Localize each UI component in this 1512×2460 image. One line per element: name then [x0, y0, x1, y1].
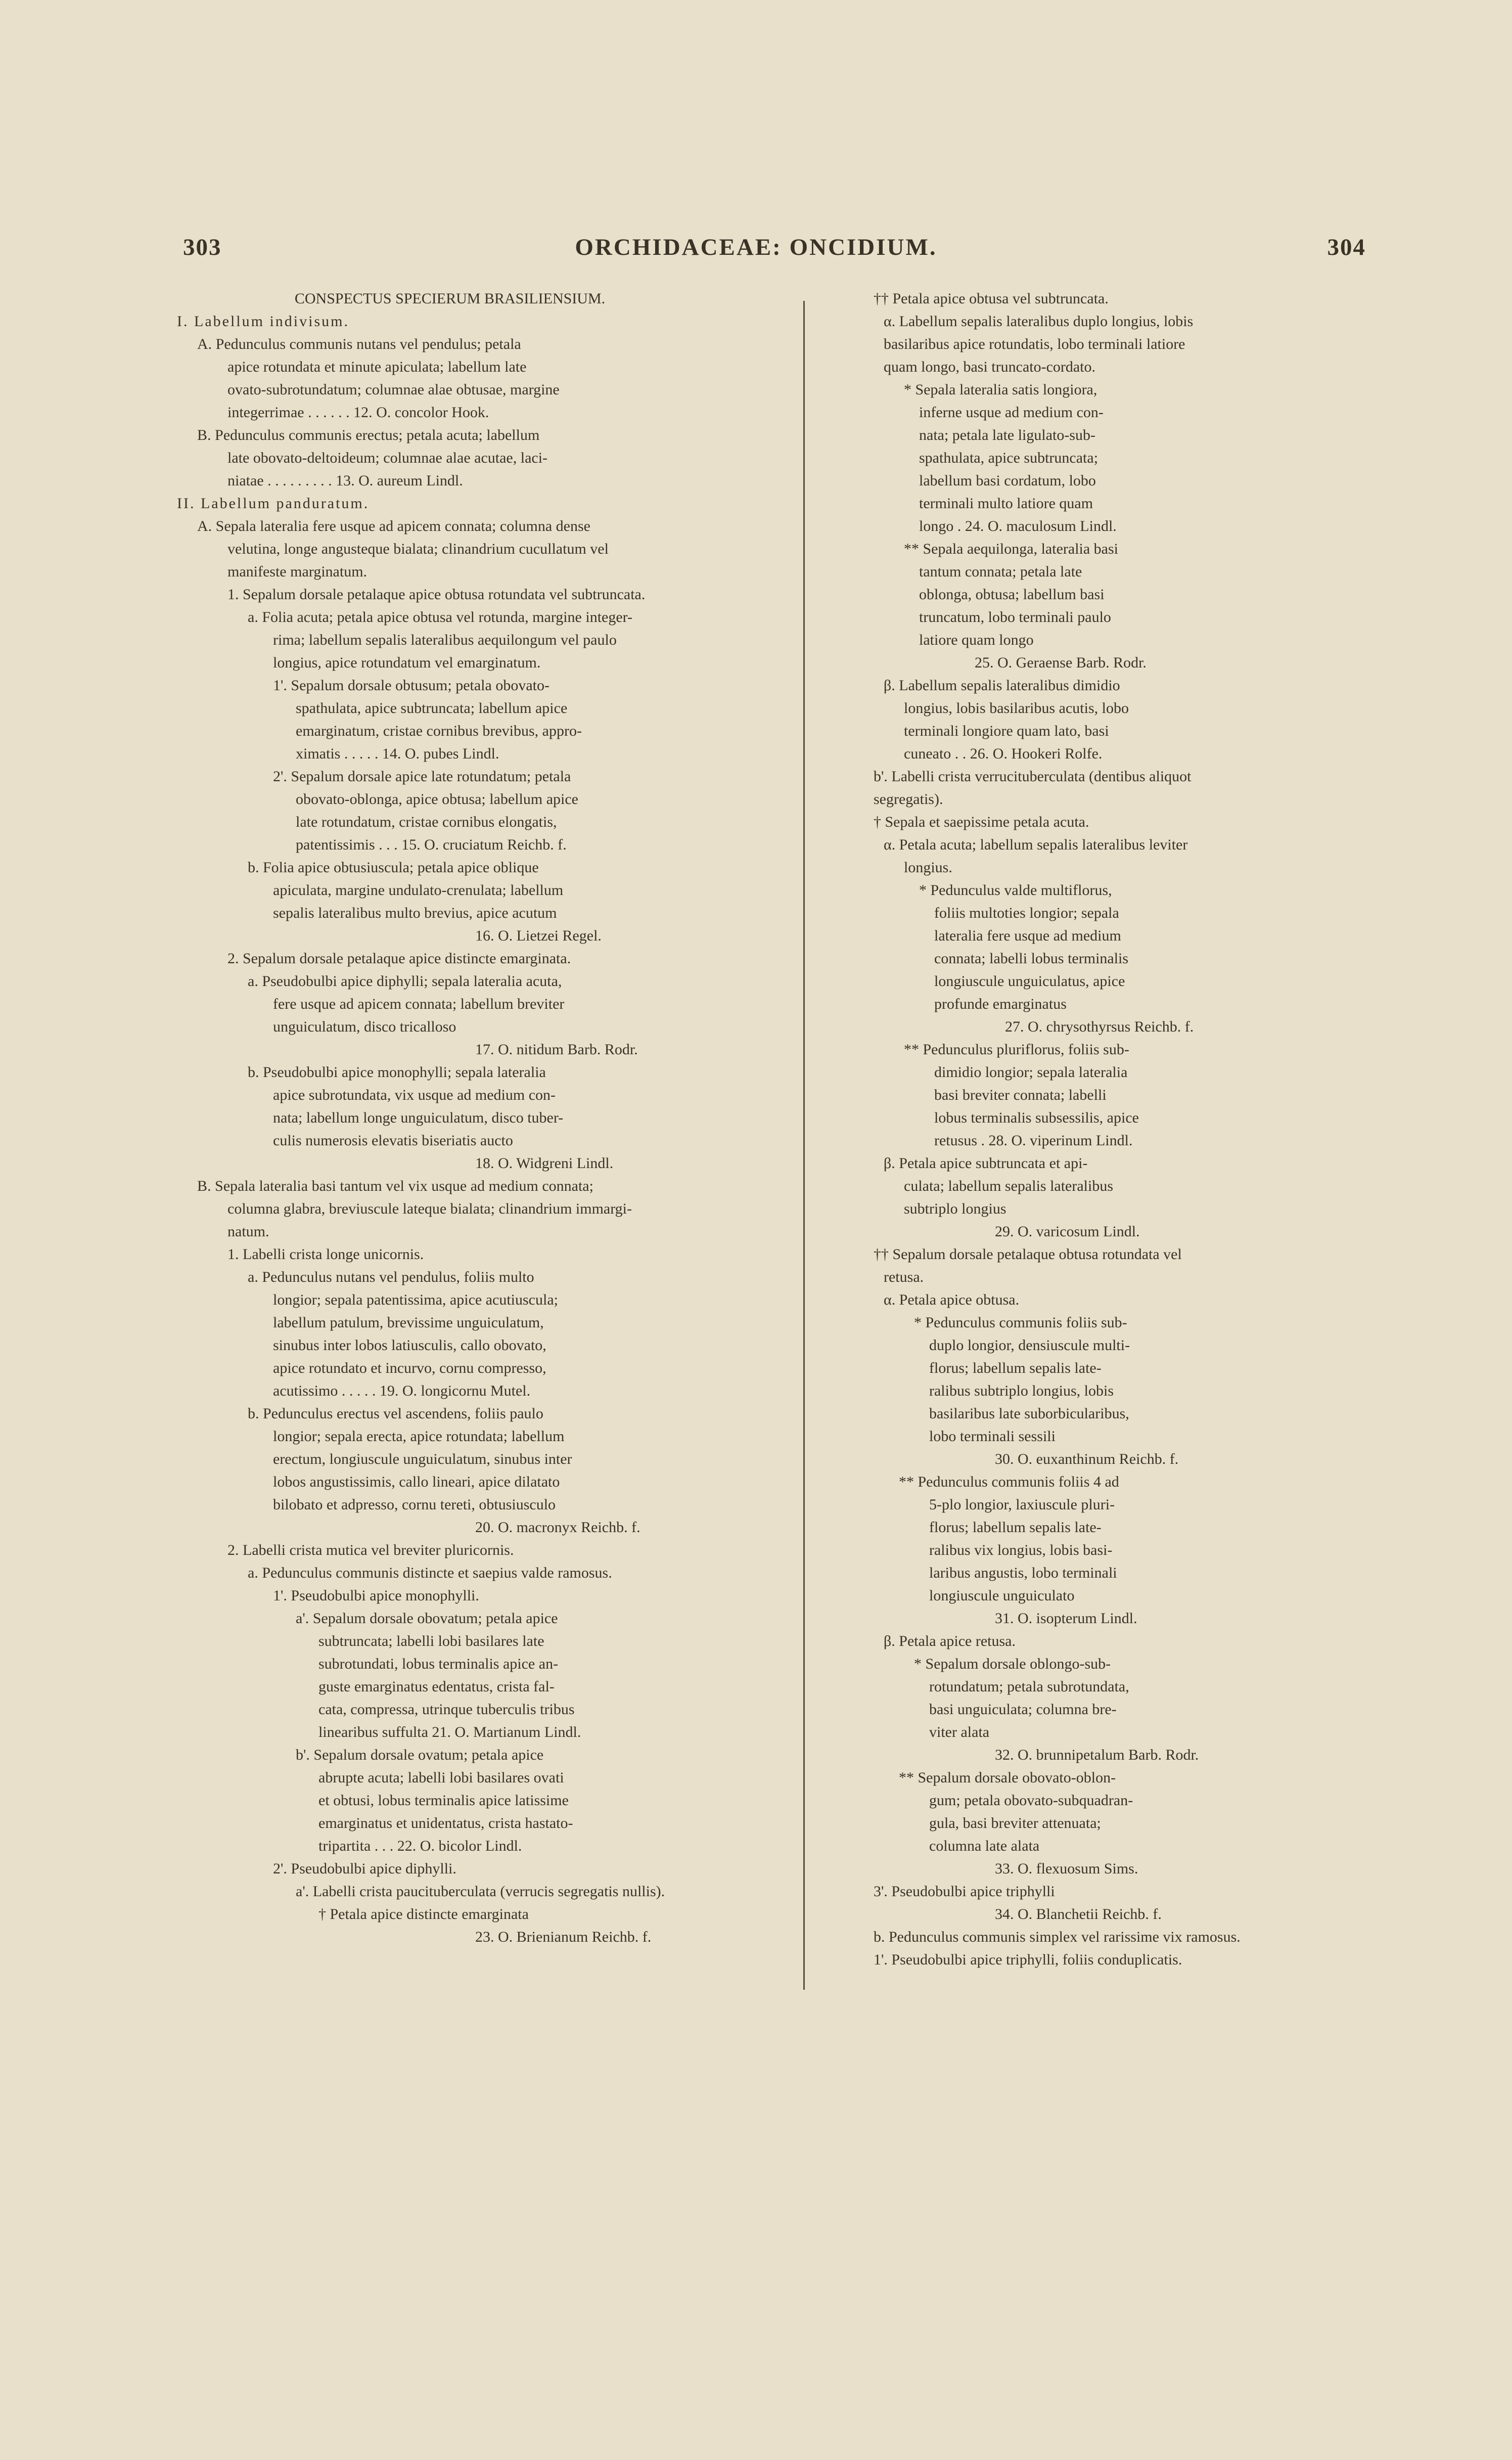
text-line: 1'. Pseudobulbi apice monophylli. [273, 1587, 479, 1604]
text-line: a'. Labelli crista paucituberculata (verrucis segregatis nullis). [296, 1883, 665, 1900]
text-line: 1. Sepalum dorsale petalaque apice obtusa rotundata vel subtruncata. [227, 586, 646, 603]
text-line: 30. O. euxanthinum Reichb. f. [995, 1451, 1179, 1467]
text-line: florus; labellum sepalis late- [929, 1360, 1102, 1376]
text-line: B. Sepala lateralia basi tantum vel vix usque ad medium connata; [197, 1178, 593, 1194]
text-line: β. Labellum sepalis lateralibus dimidio [884, 677, 1120, 694]
text-line: spathulata, apice subtruncata; labellum apice [296, 700, 568, 717]
text-line: apiculata, margine undulato-crenulata; labellum [273, 882, 564, 899]
text-line: retusus . 28. O. viperinum Lindl. [934, 1132, 1133, 1149]
text-line: longiuscule unguiculatus, apice [934, 973, 1125, 990]
text-line: ximatis . . . . . 14. O. pubes Lindl. [296, 745, 499, 762]
text-line: ovato-subrotundatum; columnae alae obtusae, margine [227, 381, 560, 398]
text-line: viter alata [929, 1724, 990, 1740]
text-line: foliis multoties longior; sepala [934, 905, 1119, 921]
text-line: 3'. Pseudobulbi apice triphylli [874, 1883, 1055, 1900]
text-line: ** Sepalum dorsale obovato-oblon- [899, 1769, 1116, 1786]
text-line: β. Petala apice retusa. [884, 1633, 1016, 1649]
text-line: CONSPECTUS SPECIERUM BRASILIENSIUM. [294, 290, 606, 307]
text-line: emarginatus et unidentatus, crista hastato- [318, 1815, 573, 1831]
text-line: subtruncata; labelli lobi basilares late [318, 1633, 544, 1649]
column-divider [803, 301, 805, 1990]
text-line: 25. O. Geraense Barb. Rodr. [975, 654, 1147, 671]
text-line: latiore quam longo [919, 632, 1034, 648]
text-line: 1. Labelli crista longe unicornis. [227, 1246, 424, 1263]
text-line: cata, compressa, utrinque tuberculis tribus [318, 1701, 575, 1718]
page-number-right: 304 [1327, 234, 1366, 260]
text-line: dimidio longior; sepala lateralia [934, 1064, 1128, 1081]
text-line: duplo longior, densiuscule multi- [929, 1337, 1130, 1354]
text-line: ralibus vix longius, lobis basi- [929, 1542, 1113, 1558]
text-line: †† Petala apice obtusa vel subtruncata. [874, 290, 1109, 307]
text-line: longior; sepala erecta, apice rotundata; labellum [273, 1428, 565, 1445]
text-line: rima; labellum sepalis lateralibus aequilongum vel paulo [273, 632, 617, 648]
text-line: cuneato . . 26. O. Hookeri Rolfe. [904, 745, 1103, 762]
text-line: rotundatum; petala subrotundata, [929, 1678, 1129, 1695]
text-line: spathulata, apice subtruncata; [919, 450, 1098, 466]
text-line: culis numerosis elevatis biseriatis aucto [273, 1132, 513, 1149]
text-line: 20. O. macronyx Reichb. f. [475, 1519, 640, 1536]
text-line: β. Petala apice subtruncata et api- [884, 1155, 1088, 1172]
text-line: 16. O. Lietzei Regel. [475, 927, 602, 944]
text-line: a. Pedunculus nutans vel pendulus, foliis multo [248, 1269, 534, 1285]
text-line: b'. Sepalum dorsale ovatum; petala apice [296, 1747, 544, 1763]
text-line: tantum connata; petala late [919, 563, 1082, 580]
text-line: 2. Sepalum dorsale petalaque apice distincte emarginata. [227, 950, 571, 967]
text-line: α. Petala acuta; labellum sepalis lateralibus leviter [884, 836, 1188, 853]
text-line: α. Labellum sepalis lateralibus duplo longius, lobis [884, 313, 1194, 330]
text-line: labellum basi cordatum, lobo [919, 472, 1096, 489]
text-line: labellum patulum, brevissime unguiculatum, [273, 1314, 544, 1331]
text-line: subtriplo longius [904, 1200, 1006, 1217]
text-line: 2'. Sepalum dorsale apice late rotundatum; petala [273, 768, 571, 785]
text-line: gula, basi breviter attenuata; [929, 1815, 1101, 1831]
text-line: laribus angustis, lobo terminali [929, 1564, 1117, 1581]
text-line: b. Pseudobulbi apice monophylli; sepala lateralia [248, 1064, 546, 1081]
text-line: lobus terminalis subsessilis, apice [934, 1109, 1139, 1126]
text-line: late rotundatum, cristae cornibus elongatis, [296, 814, 557, 830]
text-line: late obovato-deltoideum; columnae alae acutae, laci- [227, 450, 548, 466]
text-line: 1'. Pseudobulbi apice triphylli, foliis conduplicatis. [874, 1951, 1182, 1968]
text-line: apice subrotundata, vix usque ad medium con- [273, 1087, 556, 1103]
text-line: fere usque ad apicem connata; labellum breviter [273, 996, 565, 1012]
text-line: erectum, longiuscule unguiculatum, sinubus inter [273, 1451, 572, 1467]
text-line: patentissimis . . . 15. O. cruciatum Reichb. f. [296, 836, 567, 853]
text-line: longius, apice rotundatum vel emarginatum. [273, 654, 541, 671]
text-line: 1'. Sepalum dorsale obtusum; petala obovato- [273, 677, 549, 694]
text-line: a'. Sepalum dorsale obovatum; petala apice [296, 1610, 558, 1627]
text-line: unguiculatum, disco tricalloso [273, 1018, 456, 1035]
text-line: velutina, longe angusteque bialata; clinandrium cucullatum vel [227, 541, 609, 557]
text-line: * Pedunculus communis foliis sub- [914, 1314, 1127, 1331]
text-line: ** Pedunculus pluriflorus, foliis sub- [904, 1041, 1129, 1058]
text-line: profunde emarginatus [934, 996, 1067, 1012]
text-line: et obtusi, lobus terminalis apice latissime [318, 1792, 569, 1809]
text-line: † Petala apice distincte emarginata [318, 1906, 529, 1922]
text-line: * Sepalum dorsale oblongo-sub- [914, 1656, 1111, 1672]
text-line: 34. O. Blanchetii Reichb. f. [995, 1906, 1162, 1922]
text-line: acutissimo . . . . . 19. O. longicornu Mutel. [273, 1382, 531, 1399]
text-line: longius. [904, 859, 952, 876]
text-line: columna glabra, breviuscule lateque bialata; clinandrium immargi- [227, 1200, 632, 1217]
text-line: ** Sepala aequilonga, lateralia basi [904, 541, 1118, 557]
text-line: florus; labellum sepalis late- [929, 1519, 1102, 1536]
right-column [874, 287, 1399, 1971]
text-line: ** Pedunculus communis foliis 4 ad [899, 1473, 1119, 1490]
text-line: longius, lobis basilaribus acutis, lobo [904, 700, 1129, 717]
text-line: guste emarginatus edentatus, crista fal- [318, 1678, 555, 1695]
text-line: segregatis). [874, 791, 943, 808]
text-line: 5-plo longior, laxiuscule pluri- [929, 1496, 1115, 1513]
text-line: subrotundati, lobus terminalis apice an- [318, 1656, 559, 1672]
text-line: obovato-oblonga, apice obtusa; labellum apice [296, 791, 578, 808]
text-line: terminali multo latiore quam [919, 495, 1093, 512]
text-line: lateralia fere usque ad medium [934, 927, 1121, 944]
text-line: a. Pedunculus communis distincte et saepius valde ramosus. [248, 1564, 612, 1581]
text-line: sinubus inter lobos latiusculis, callo obovato, [273, 1337, 546, 1354]
text-line: ralibus subtriplo longius, lobis [929, 1382, 1114, 1399]
text-line: bilobato et adpresso, cornu tereti, obtusiusculo [273, 1496, 556, 1513]
text-line: nata; labellum longe unguiculatum, disco tuber- [273, 1109, 564, 1126]
text-line: abrupte acuta; labelli lobi basilares ovati [318, 1769, 564, 1786]
text-line: A. Pedunculus communis nutans vel pendulus; petala [197, 336, 521, 352]
text-line: † Sepala et saepissime petala acuta. [874, 814, 1089, 830]
text-line: α. Petala apice obtusa. [884, 1291, 1020, 1308]
text-line: connata; labelli lobus terminalis [934, 950, 1129, 967]
text-line: inferne usque ad medium con- [919, 404, 1104, 421]
text-line: I. Labellum indivisum. [177, 313, 349, 330]
text-line: longiuscule unguiculato [929, 1587, 1075, 1604]
text-line: linearibus suffulta 21. O. Martianum Lindl. [318, 1724, 581, 1740]
text-line: 33. O. flexuosum Sims. [995, 1860, 1138, 1877]
left-column [177, 287, 753, 1948]
text-line: basi unguiculata; columna bre- [929, 1701, 1117, 1718]
text-line: †† Sepalum dorsale petalaque obtusa rotundata vel [874, 1246, 1182, 1263]
text-line: 2. Labelli crista mutica vel breviter pluricornis. [227, 1542, 514, 1558]
page-number-left: 303 [183, 234, 222, 260]
text-line: quam longo, basi truncato-cordato. [884, 359, 1096, 375]
text-line: oblonga, obtusa; labellum basi [919, 586, 1105, 603]
running-title: ORCHIDACEAE: ONCIDIUM. [575, 234, 937, 260]
text-line: A. Sepala lateralia fere usque ad apicem connata; columna dense [197, 518, 590, 534]
text-line: * Sepala lateralia satis longiora, [904, 381, 1097, 398]
text-line: longo . 24. O. maculosum Lindl. [919, 518, 1117, 534]
text-line: 27. O. chrysothyrsus Reichb. f. [1005, 1018, 1194, 1035]
text-line: b. Folia apice obtusiuscula; petala apice oblique [248, 859, 539, 876]
text-line: manifeste marginatum. [227, 563, 368, 580]
text-line: b. Pedunculus communis simplex vel rarissime vix ramosus. [874, 1929, 1241, 1945]
text-line: retusa. [884, 1269, 924, 1285]
text-line: niatae . . . . . . . . . 13. O. aureum Lindl. [227, 472, 463, 489]
text-line: gum; petala obovato-subquadran- [929, 1792, 1133, 1809]
text-line: emarginatum, cristae cornibus brevibus, appro- [296, 723, 582, 739]
text-line: b. Pedunculus erectus vel ascendens, foliis paulo [248, 1405, 543, 1422]
text-line: 29. O. varicosum Lindl. [995, 1223, 1140, 1240]
text-line: terminali longiore quam lato, basi [904, 723, 1109, 739]
text-line: a. Folia acuta; petala apice obtusa vel rotunda, margine integer- [248, 609, 633, 625]
text-line: * Pedunculus valde multiflorus, [919, 882, 1112, 899]
text-line: longior; sepala patentissima, apice acutiuscula; [273, 1291, 558, 1308]
text-line: lobo terminali sessili [929, 1428, 1056, 1445]
text-line: 18. O. Widgreni Lindl. [475, 1155, 614, 1172]
text-line: 17. O. nitidum Barb. Rodr. [475, 1041, 638, 1058]
text-line: 31. O. isopterum Lindl. [995, 1610, 1137, 1627]
text-line: tripartita . . . 22. O. bicolor Lindl. [318, 1838, 522, 1854]
text-line: nata; petala late ligulato-sub- [919, 427, 1096, 443]
text-line: basilaribus late suborbicularibus, [929, 1405, 1129, 1422]
text-line: apice rotundato et incurvo, cornu compresso, [273, 1360, 546, 1376]
text-line: truncatum, lobo terminali paulo [919, 609, 1111, 625]
text-line: apice rotundata et minute apiculata; labellum late [227, 359, 527, 375]
text-line: 23. O. Brienianum Reichb. f. [475, 1929, 652, 1945]
text-line: 2'. Pseudobulbi apice diphylli. [273, 1860, 456, 1877]
text-line: lobos angustissimis, callo lineari, apice dilatato [273, 1473, 560, 1490]
text-line: sepalis lateralibus multo brevius, apice acutum [273, 905, 557, 921]
text-line: natum. [227, 1223, 269, 1240]
text-line: basi breviter connata; labelli [934, 1087, 1107, 1103]
text-line: culata; labellum sepalis lateralibus [904, 1178, 1114, 1194]
text-line: basilaribus apice rotundatis, lobo terminali latiore [884, 336, 1185, 352]
text-line: b'. Labelli crista verrucituberculata (dentibus aliquot [874, 768, 1192, 785]
text-line: B. Pedunculus communis erectus; petala acuta; labellum [197, 427, 540, 443]
text-line: integerrimae . . . . . . 12. O. concolor Hook. [227, 404, 489, 421]
text-line: 32. O. brunnipetalum Barb. Rodr. [995, 1747, 1199, 1763]
text-line: II. Labellum panduratum. [177, 495, 370, 512]
text-line: a. Pseudobulbi apice diphylli; sepala lateralia acuta, [248, 973, 562, 990]
text-line: columna late alata [929, 1838, 1040, 1854]
